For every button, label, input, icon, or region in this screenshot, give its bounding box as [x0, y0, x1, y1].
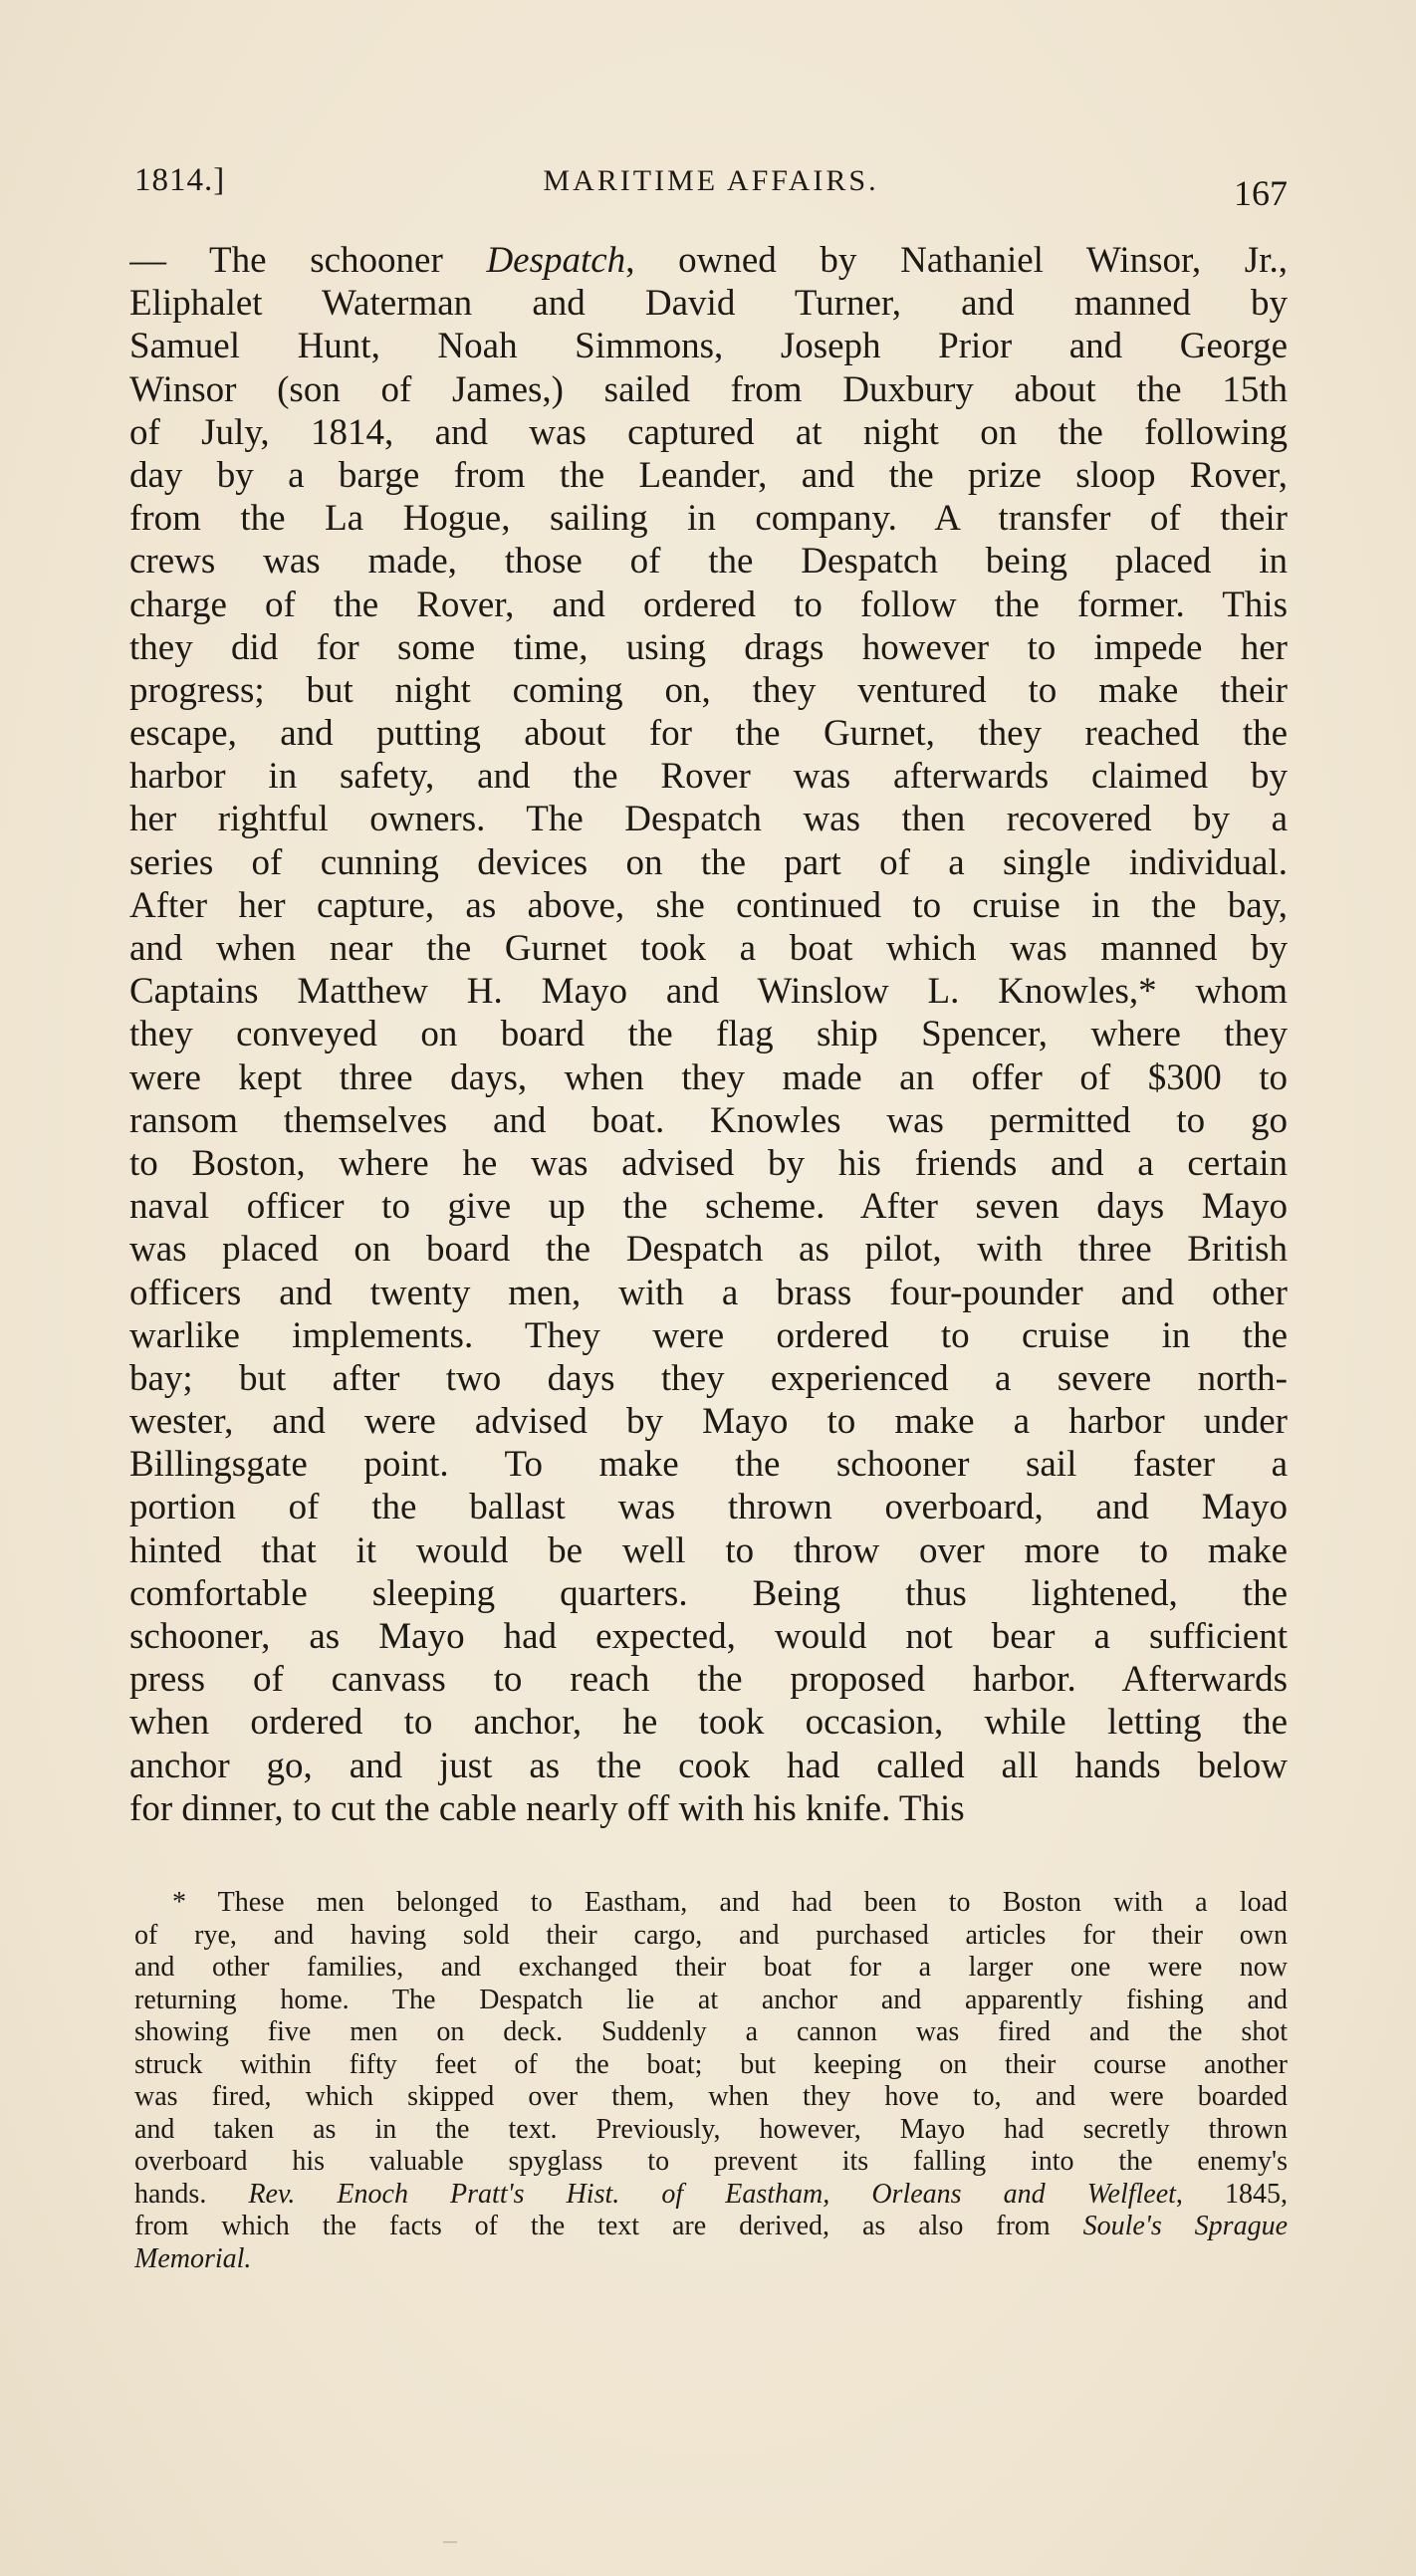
header-title: MARITIME AFFAIRS. [543, 164, 879, 197]
text-line: charge of the Rover, and ordered to follow the former. This [129, 584, 1288, 625]
page-number: 167 [1234, 173, 1288, 213]
footnote-line: Memorial. [134, 2242, 252, 2274]
text-line: press of canvass to reach the proposed harbor. Afterwards [129, 1659, 1288, 1701]
text-line: they did for some time, using drags however to impede her [129, 626, 1288, 668]
text-line: Samuel Hunt, Noah Simmons, Joseph Prior and George [129, 326, 1288, 367]
text-line: wester, and were advised by Mayo to make a harbor under [129, 1401, 1288, 1443]
header-year: 1814.] [134, 162, 226, 198]
text-line: were kept three days, when they made an offer of $300 to [129, 1056, 1288, 1098]
footnote-line: hands. Rev. Enoch Pratt's Hist. of Eastham, Orleans and Welfleet, 1845, [134, 2178, 1288, 2210]
text-line: was placed on board the Despatch as pilot, with three British [129, 1229, 1288, 1271]
text-line: when ordered to anchor, he took occasion, while letting the [129, 1702, 1288, 1744]
text-line: Billingsgate point. To make the schooner sail faster a [129, 1444, 1288, 1486]
text-line: series of cunning devices on the part of a single individual. [129, 841, 1288, 883]
footnote-line: was fired, which skipped over them, when they hove to, and were boarded [134, 2081, 1288, 2112]
text-line: anchor go, and just as the cook had called all hands below [129, 1745, 1288, 1786]
text-line: ransom themselves and boat. Knowles was permitted to go [129, 1099, 1288, 1141]
footnote [134, 1887, 1288, 2275]
footnote-line: returning home. The Despatch lie at anchor and apparently fishing and [134, 1984, 1288, 2015]
text-line: Winsor (son of James,) sailed from Duxbury about the 15th [129, 368, 1288, 410]
text-line: portion of the ballast was thrown overboard, and Mayo [129, 1487, 1288, 1528]
text-line: warlike implements. They were ordered to cruise in the [129, 1314, 1288, 1356]
text-line: — The schooner Despatch, owned by Nathaniel Winsor, Jr., [129, 240, 1288, 281]
text-line: they conveyed on board the flag ship Spencer, where they [129, 1014, 1288, 1055]
footnote-line: overboard his valuable spyglass to prevent its falling into the enemy's [134, 2146, 1288, 2177]
footnote-line: showing five men on deck. Suddenly a cannon was fired and the shot [134, 2016, 1288, 2047]
text-line: from the La Hogue, sailing in company. A transfer of their [129, 498, 1288, 540]
running-header [134, 162, 1288, 212]
text-line: to Boston, where he was advised by his friends and a certain [129, 1142, 1288, 1184]
text-line: officers and twenty men, with a brass four-pounder and other [129, 1272, 1288, 1313]
text-line: naval officer to give up the scheme. After seven days Mayo [129, 1186, 1288, 1228]
text-line: Captains Matthew H. Mayo and Winslow L. Knowles,* whom [129, 971, 1288, 1013]
footnote-line: and taken as in the text. Previously, however, Mayo had secretly thrown [134, 2113, 1288, 2145]
text-line: for dinner, to cut the cable nearly off with his knife. This [129, 1787, 965, 1829]
text-line: and when near the Gurnet took a boat which was manned by [129, 928, 1288, 969]
text-line: her rightful owners. The Despatch was then recovered by a [129, 799, 1288, 840]
text-line: bay; but after two days they experienced a severe north- [129, 1357, 1288, 1399]
text-line: comfortable sleeping quarters. Being thus lightened, the [129, 1572, 1288, 1614]
footnote-line: and other families, and exchanged their boat for a larger one were now [134, 1952, 1288, 1983]
body-text [129, 239, 1288, 1830]
text-line: After her capture, as above, she continued to cruise in the bay, [129, 884, 1288, 926]
footnote-line: struck within fifty feet of the boat; but keeping on their course another [134, 2048, 1288, 2080]
print-fleck [443, 2541, 457, 2543]
footnote-line: * These men belonged to Eastham, and had been to Boston with a load [172, 1887, 1288, 1918]
text-line: progress; but night coming on, they ventured to make their [129, 669, 1288, 711]
footnote-line: of rye, and having sold their cargo, and purchased articles for their own [134, 1919, 1288, 1951]
text-line: crews was made, those of the Despatch being placed in [129, 541, 1288, 583]
text-line: harbor in safety, and the Rover was afterwards claimed by [129, 756, 1288, 798]
text-line: hinted that it would be well to throw over more to make [129, 1529, 1288, 1571]
text-line: of July, 1814, and was captured at night on the following [129, 411, 1288, 453]
text-line: day by a barge from the Leander, and the prize sloop Rover, [129, 454, 1288, 496]
text-line: Eliphalet Waterman and David Turner, and manned by [129, 283, 1288, 325]
text-line: schooner, as Mayo had expected, would not bear a sufficient [129, 1616, 1288, 1657]
text-line: escape, and putting about for the Gurnet, they reached the [129, 713, 1288, 755]
footnote-line: from which the facts of the text are derived, as also from Soule's Sprague [134, 2211, 1288, 2241]
